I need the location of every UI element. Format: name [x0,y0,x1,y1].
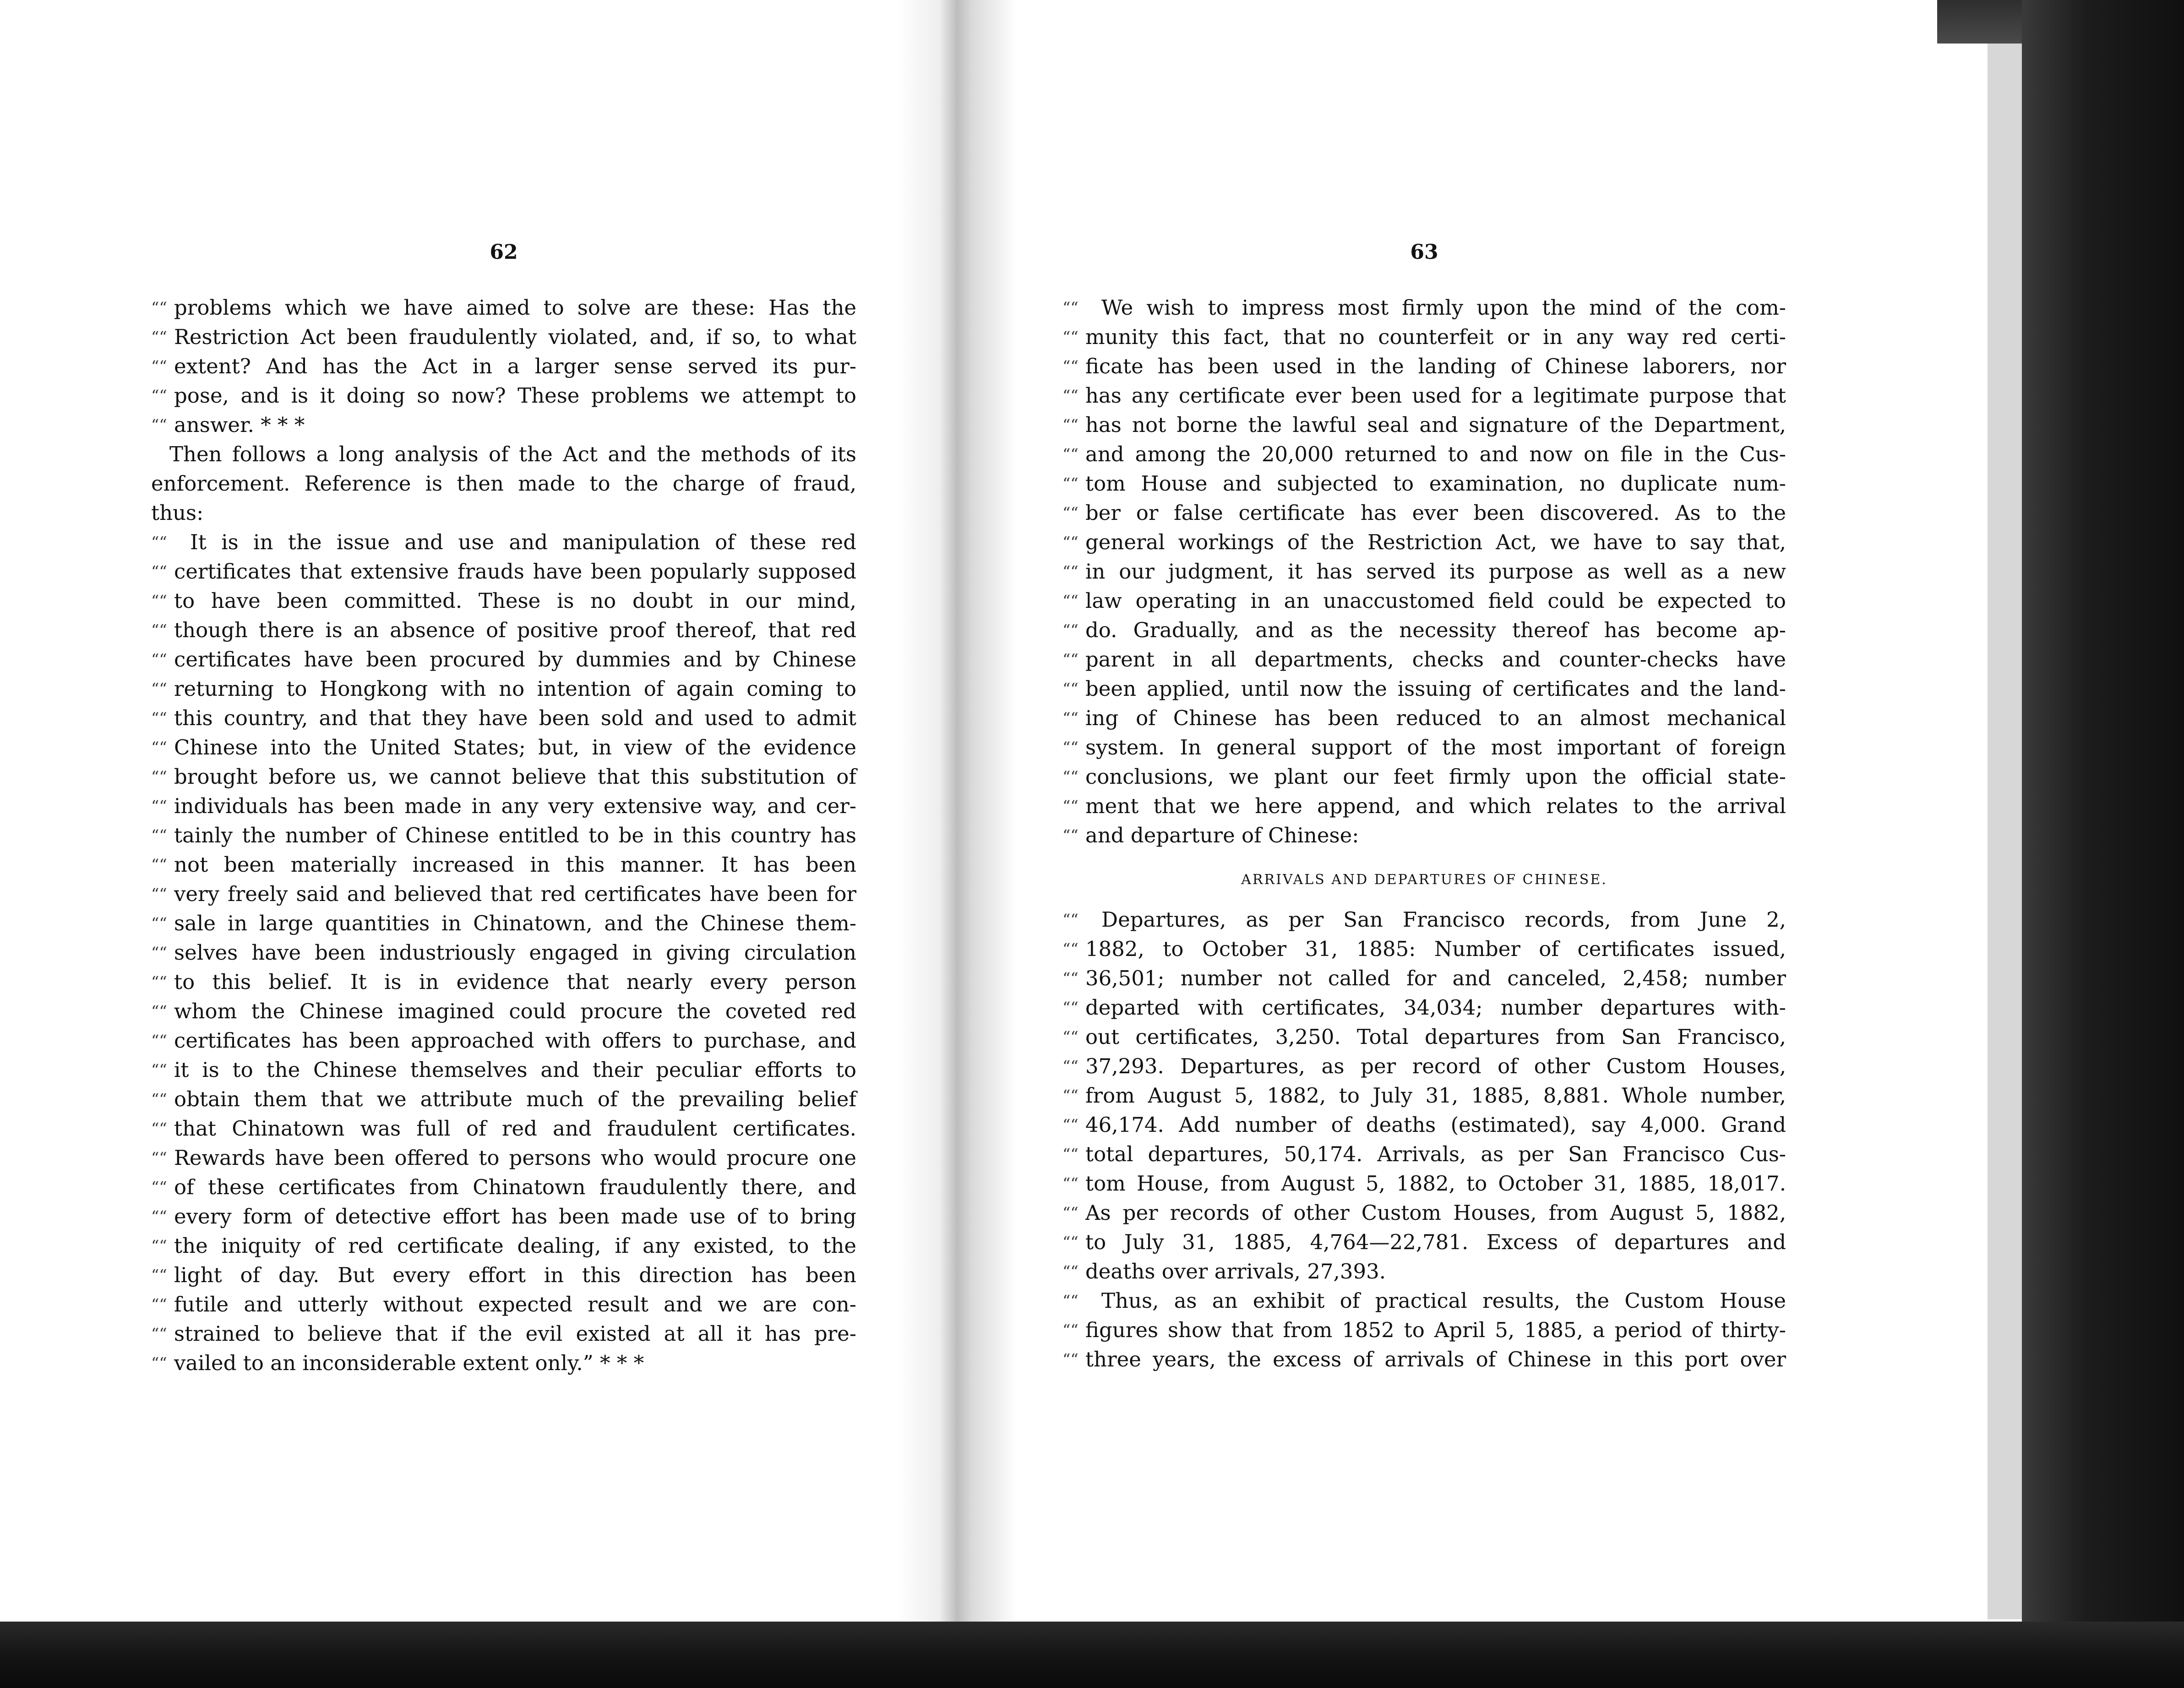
text-line: ““ answer. * * * [151,410,856,440]
right-page-statistics-paragraph [1062,905,1786,1374]
text-line: ““ Restriction Act been fraudulently violated, and, if so, to what [151,322,856,352]
text-line: ““ extent? And has the Act in a larger sense served its pur- [151,352,856,381]
text-line: ““ 46,174. Add number of deaths (estimated), say 4,000. Grand [1062,1110,1786,1140]
text-line: ““ munity this fact, that no counterfeit or in any way red certi- [1062,322,1786,352]
text-line: ““ strained to believe that if the evil existed at all it has pre- [151,1319,856,1349]
page-number-63: 63 [1410,240,1438,264]
text-line: ““ it is to the Chinese themselves and their peculiar efforts to [151,1055,856,1085]
text-line: ““ pose, and is it doing so now? These problems we attempt to [151,381,856,410]
text-line: ““ ficate has been used in the landing of Chinese laborers, nor [1062,352,1786,381]
text-line: ““ 36,501; number not called for and canceled, 2,458; number [1062,964,1786,993]
text-line: ““ Departures, as per San Francisco records, from June 2, [1062,905,1786,934]
text-line: ““ figures show that from 1852 to April 5, 1885, a period of thirty- [1062,1316,1786,1345]
book-cover-right [2022,0,2184,1688]
right-page-body [1062,293,1786,1374]
text-line: ““ of these certificates from Chinatown fraudulently there, and [151,1173,856,1202]
text-line: ““ departed with certificates, 34,034; number departures with- [1062,993,1786,1022]
text-line: ““ general workings of the Restriction Act, we have to say that, [1062,528,1786,557]
text-line: ““ ment that we here append, and which relates to the arrival [1062,792,1786,821]
text-line: ““ selves have been industriously engaged in giving circulation [151,938,856,967]
text-line: thus: [151,501,204,525]
text-line: ““ been applied, until now the issuing of certificates and the land- [1062,674,1786,704]
text-line: ““ do. Gradually, and as the necessity thereof has become ap- [1062,616,1786,645]
text-line: ““ tainly the number of Chinese entitled to be in this country has [151,821,856,850]
text-line: ““ three years, the excess of arrivals of Chinese in this port over [1062,1345,1786,1374]
text-line: Then follows a long analysis of the Act and the methods of its [169,442,856,466]
text-line: ““ not been materially increased in this manner. It has been [151,850,856,880]
text-line: ““ in our judgment, it has served its purpose as well as a new [1062,557,1786,586]
text-line: ““ certificates have been procured by dummies and by Chinese [151,645,856,674]
text-line: ““ system. In general support of the most important of foreign [1062,733,1786,762]
text-line: ““ from August 5, 1882, to July 31, 1885, 8,881. Whole number, [1062,1081,1786,1110]
text-line: ““ 37,293. Departures, as per record of other Custom Houses, [1062,1052,1786,1081]
text-line: ““ individuals has been made in any very extensive way, and cer- [151,792,856,821]
book-cover-bottom [0,1622,2184,1688]
text-line: ““ ber or false certificate has ever been discovered. As to the [1062,498,1786,528]
text-line: ““ brought before us, we cannot believe that this substitution of [151,762,856,792]
text-line: ““ tom House and subjected to examination, no duplicate num- [1062,469,1786,498]
page-number-62: 62 [490,240,518,264]
right-page-intro-paragraph [1062,293,1786,850]
text-line: ““ to July 31, 1885, 4,764—22,781. Excess of departures and [1062,1228,1786,1257]
text-line: enforcement. Reference is then made to the charge of fraud, [151,471,856,496]
text-line: ““ very freely said and believed that red certificates have been for [151,880,856,909]
text-line: ““ this country, and that they have been sold and used to admit [151,704,856,733]
text-line: ““ and departure of Chinese: [1062,821,1786,850]
text-line: ““ certificates that extensive frauds have been popularly supposed [151,557,856,586]
right-page [1062,0,1786,1617]
text-line: ““ conclusions, we plant our feet firmly upon the official state- [1062,762,1786,792]
text-line: ““ returning to Hongkong with no intention of again coming to [151,674,856,704]
text-line: ““ 1882, to October 31, 1885: Number of certificates issued, [1062,934,1786,964]
book-gutter [898,0,1017,1631]
text-line: ““ It is in the issue and use and manipulation of these red [151,528,856,557]
text-line: ““ to this belief. It is in evidence that nearly every person [151,967,856,997]
text-line: ““ to have been committed. These is no doubt in our mind, [151,586,856,616]
text-line: ““ parent in all departments, checks and counter-checks have [1062,645,1786,674]
left-page [151,0,856,1617]
text-line: ““ futile and utterly without expected result and we are con- [151,1290,856,1319]
text-line: ““ total departures, 50,174. Arrivals, as per San Francisco Cus- [1062,1140,1786,1169]
text-line: ““ whom the Chinese imagined could procure the coveted red [151,997,856,1026]
text-line: ““ Rewards have been offered to persons who would procure one [151,1143,856,1173]
text-line: ““ certificates has been approached with offers to purchase, and [151,1026,856,1055]
text-line: ““ every form of detective effort has been made use of to bring [151,1202,856,1231]
text-line: ““ sale in large quantities in Chinatown, and the Chinese them- [151,909,856,938]
text-line: ““ light of day. But every effort in this direction has been [151,1261,856,1290]
text-line: ““ As per records of other Custom Houses, from August 5, 1882, [1062,1198,1786,1228]
text-line: ““ though there is an absence of positive proof thereof, that red [151,616,856,645]
book-board-edge [1988,44,2022,1619]
text-line: ““ the iniquity of red certificate dealing, if any existed, to the [151,1231,856,1261]
text-line: ““ has not borne the lawful seal and signature of the Department, [1062,410,1786,440]
text-line: ““ deaths over arrivals, 27,393. [1062,1257,1786,1286]
text-line: ““ and among the 20,000 returned to and now on file in the Cus- [1062,440,1786,469]
text-line: ““ tom House, from August 5, 1882, to October 31, 1885, 18,017. [1062,1169,1786,1198]
text-line: ““ vailed to an inconsiderable extent only.” * * * [151,1349,856,1378]
text-line: ““ Chinese into the United States; but, in view of the evidence [151,733,856,762]
text-line: ““ law operating in an unaccustomed field could be expected to [1062,586,1786,616]
text-line: ““ problems which we have aimed to solve are these: Has the [151,293,856,322]
text-line: ““ ing of Chinese has been reduced to an almost mechanical [1062,704,1786,733]
text-line: ““ has any certificate ever been used for a legitimate purpose that [1062,381,1786,410]
section-heading: ARRIVALS AND DEPARTURES OF CHINESE. [1241,872,1607,888]
text-line: ““ obtain them that we attribute much of the prevailing belief [151,1085,856,1114]
left-page-body [151,293,856,1378]
text-line: ““ that Chinatown was full of red and fraudulent certificates. [151,1114,856,1143]
text-line: ““ out certificates, 3,250. Total departures from San Francisco, [1062,1022,1786,1052]
text-line: ““ Thus, as an exhibit of practical results, the Custom House [1062,1286,1786,1316]
text-line: ““ We wish to impress most firmly upon the mind of the com- [1062,293,1786,322]
